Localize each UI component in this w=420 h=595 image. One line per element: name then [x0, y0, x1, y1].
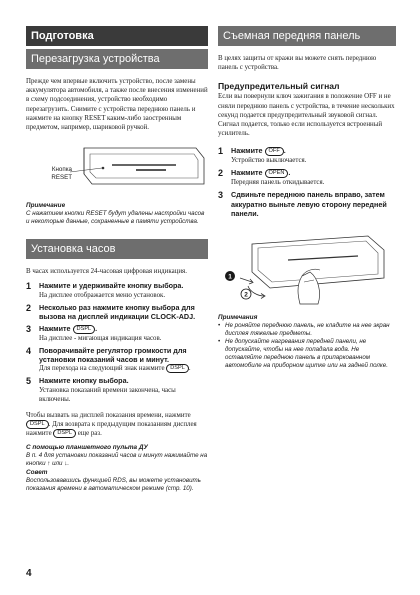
step-text: Нажмите	[231, 168, 263, 178]
front-panel-intro: В целях защиты от кражи вы можете снять переднюю панель с устройства.	[218, 55, 377, 72]
warning-paragraph: Если вы повернули ключ зажигания в положение OFF и не сняли переднюю панель с устройства, в течение нескольких секунд подается предупредительный звуковой сигнал. Сигнал подается, только если используется встроенный усилитель.	[218, 93, 395, 138]
step-number: 3	[26, 324, 32, 335]
step-number: 4	[26, 346, 32, 357]
right-column	[218, 26, 396, 370]
panel-step	[218, 146, 396, 165]
clock-steps	[26, 281, 208, 403]
panel-removal-drawing	[218, 226, 396, 306]
step-detail: Передняя панель откидывается.	[231, 179, 325, 187]
remote-or: или	[52, 460, 63, 468]
note-item-text: Не допускайте нагревания передней панели, не допускайте, чтобы на нее попадала вода. Не оставляйте переднюю панель в припаркованном автомобиле на приборном щитке или на задней полке.	[225, 338, 388, 370]
reset-label-line1: Кнопка	[51, 166, 72, 174]
display-time-paragraph	[26, 411, 208, 439]
note-item: • Не роняйте переднюю панель, не кладите на нее экран дисплея тяжелые предметы.	[218, 322, 396, 338]
step-number: 2	[218, 168, 224, 179]
step-text-end: .	[95, 324, 98, 334]
section-title-front-panel: Съемная передняя панель	[218, 26, 396, 46]
step-text: Сдвиньте переднюю панель вправо, затем аккуратно выньте левую сторону передней панели.	[231, 190, 387, 218]
panel-step	[218, 168, 396, 187]
fig-label-1: 1	[228, 273, 232, 281]
note-item: • Не допускайте нагревания передней панели, не допускайте, чтобы на нее попадала вода. Не оставляйте переднюю панель в припаркованном автомобиле на приборном щитке или на задней полке.	[218, 338, 396, 370]
page-number: 4	[26, 568, 32, 579]
step-detail: Устройство выключается.	[231, 157, 307, 165]
arrow-down-icon: ↓	[64, 460, 68, 468]
section-header-preparation: Подготовка	[26, 26, 208, 46]
arrow-up-icon: ↑	[47, 460, 51, 468]
step-number: 1	[218, 146, 224, 157]
dspl-key-icon: DSPL	[53, 429, 76, 438]
display-text-3: еще раз.	[77, 430, 102, 438]
step-number: 5	[26, 376, 32, 387]
step-detail: Установка показаний времени закончена, часы включены.	[39, 386, 176, 403]
panel-removal-illustration	[218, 226, 396, 306]
panel-step	[218, 190, 396, 218]
dspl-key-icon: DSPL	[73, 325, 96, 334]
note-text: С нажатием кнопки RESET будут удалены настройки часов и некоторые данные, сохраненные в памяти устройства.	[26, 210, 205, 226]
step-text-end: .	[283, 146, 286, 156]
step-text: Нажмите и удерживайте кнопку выбора.	[39, 281, 184, 291]
step-detail: Для перехода на следующий знак нажмите	[39, 365, 165, 373]
advice-text: Воспользовавшись функцией RDS, вы можете установить показания времени в автоматическом режиме (стр. 10).	[26, 477, 201, 493]
step-number: 1	[26, 281, 32, 292]
clock-step	[26, 281, 208, 299]
step-detail-end: .	[188, 365, 191, 373]
clock-step	[26, 324, 208, 343]
advice-title: Совет	[26, 469, 48, 477]
reset-illustration	[26, 138, 208, 194]
dspl-key-icon: DSPL	[166, 364, 189, 373]
open-key-icon: OPEN	[265, 169, 289, 178]
left-column	[26, 26, 208, 493]
step-detail: На дисплее отображается меню установок.	[39, 291, 166, 299]
remote-title: С помощью планшетного пульта ДУ	[26, 444, 148, 452]
clock-step	[26, 346, 208, 373]
step-text: Несколько раз нажмите кнопку выбора для вызова на дисплей индикации CLOCK-ADJ.	[39, 302, 196, 321]
display-text-2: . Для возврата к предыдущим показаниям дисплея нажмите	[26, 420, 197, 438]
step-detail: На дисплее - мигающая индикация часов.	[39, 335, 162, 343]
step-number: 2	[26, 302, 32, 313]
step-text: Поворачивайте регулятор громкости для установки показаний часов и минут.	[39, 346, 187, 365]
step-text: Нажмите	[231, 146, 263, 156]
remote-text-1: В п. 4 для установки показаний часов и минут нажимайте на кнопки	[26, 452, 208, 468]
reset-label-line2: RESET	[51, 173, 72, 181]
notes-title: Примечания	[218, 314, 258, 322]
step-number: 3	[218, 190, 224, 201]
warning-subheading: Предупредительный сигнал	[218, 81, 340, 92]
step-text: Нажмите	[39, 324, 71, 334]
step-text-end: .	[288, 168, 291, 178]
fig-label-2: 2	[244, 291, 248, 299]
section-title-reset: Перезагрузка устройства	[26, 49, 208, 69]
reset-paragraph: Прежде чем впервые включить устройство, после замены аккумулятора автомобиля, а также после внесения изменений в схему подсоединения, устройство необходимо перезагрузить. Снимите с устройства переднюю панель и нажмите на кнопку RESET каким-либо заостренным предметом, например, шариковой ручкой.	[26, 78, 208, 132]
off-key-icon: OFF	[265, 147, 284, 156]
remote-text-2: .	[67, 460, 70, 468]
section-title-clock: Установка часов	[26, 239, 208, 259]
step-text: Нажмите кнопку выбора.	[39, 376, 129, 386]
note-item-text: Не роняйте переднюю панель, не кладите на нее экран дисплея тяжелые предметы.	[225, 322, 390, 338]
clock-step	[26, 303, 208, 321]
clock-intro: В часах используется 24-часовая цифровая индикация.	[26, 268, 187, 276]
dspl-key-icon: DSPL	[26, 420, 49, 429]
clock-step	[26, 376, 208, 403]
remote-text	[26, 452, 208, 468]
note-title: Примечание	[26, 202, 66, 210]
panel-steps	[218, 146, 396, 218]
display-text-1: Чтобы вызвать на дисплей показания времени, нажмите	[26, 411, 191, 419]
